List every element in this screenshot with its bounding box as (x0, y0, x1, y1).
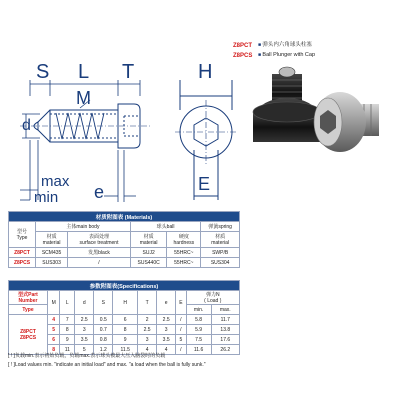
table-cell: / (176, 315, 186, 325)
table-cell: SWP/B (201, 248, 240, 258)
spec-types: Z8PCT Z8PCS (9, 315, 48, 355)
table-cell: 8 (113, 325, 138, 335)
dim-L: L (78, 61, 90, 83)
group-ball: 球头ball (130, 222, 200, 232)
header-T: T (138, 291, 157, 315)
table-cell: 2.5 (75, 315, 94, 325)
table-cell: 4 (48, 315, 60, 325)
table-cell: 11.7 (211, 315, 239, 325)
product-names (258, 40, 315, 60)
table-cell: 2 (138, 315, 157, 325)
table-cell: / (176, 345, 186, 355)
load-header: 弹力N ( Load ) (186, 291, 239, 305)
product-codes (233, 41, 252, 61)
table-cell: SUS304 (201, 258, 240, 268)
table-cell: 1.2 (94, 345, 113, 355)
table-cell: SUS303 (36, 258, 68, 268)
type-label-en: Type (16, 235, 28, 241)
table-cell: SUJ2 (130, 248, 167, 258)
product-name-en: ■ Ball Plunger with Cap (258, 50, 315, 60)
table-row (9, 315, 240, 325)
type-label-cn: 型号 (16, 229, 27, 235)
row-type: Z8PCT (9, 248, 36, 258)
part-number-label: 型式Part Number (9, 291, 48, 305)
dim-min: min (34, 189, 59, 206)
table-cell: SUS440C (130, 258, 167, 268)
notes (8, 352, 206, 370)
load-min-header: min. (186, 305, 211, 315)
table-cell: 11 (60, 345, 75, 355)
table-cell: 3 (75, 325, 94, 335)
table-cell: 5 (75, 345, 94, 355)
col-label-spring-material: 材质 material (201, 232, 240, 248)
table-cell: 3.5 (75, 335, 94, 345)
col-label-ball-material: 材质 material (130, 232, 167, 248)
table-cell: / (176, 325, 186, 335)
header-d: d (75, 291, 94, 315)
table-cell: 6 (48, 335, 60, 345)
table-cell: 9 (113, 335, 138, 345)
header-H: H (113, 291, 138, 315)
dim-e: e (94, 182, 105, 202)
group-main-body: 主体main body (36, 222, 131, 232)
table-cell: 9 (60, 335, 75, 345)
dim-H: H (198, 61, 213, 83)
side-view (20, 104, 150, 148)
table-cell: 0.7 (94, 325, 113, 335)
table-cell: 4 (157, 345, 176, 355)
table-row (9, 258, 240, 268)
table-cell: 3 (157, 325, 176, 335)
table-cell: 11.5 (113, 345, 138, 355)
specs-table (8, 280, 240, 355)
table-cell: / (68, 258, 131, 268)
table-cell: 7.5 (186, 335, 211, 345)
table-cell: 5 (176, 335, 186, 345)
dim-T: T (122, 61, 135, 83)
table-row (9, 248, 240, 258)
row-type: Z8PCS (9, 258, 36, 268)
product-photo (253, 67, 379, 152)
table-cell: 13.8 (211, 325, 239, 335)
note-cn: [ ! ]负载min.表示初始负载，负载max.表示球头被最大压入脑袋时的负载 (8, 353, 166, 359)
e-dimension (104, 150, 136, 202)
dim-E: E (198, 174, 211, 194)
materials-type-label (9, 222, 36, 248)
specs-title: 参数附图表(Specifications) (9, 281, 240, 291)
table-cell: 发黑black (68, 248, 131, 258)
dim-M: M (76, 88, 91, 108)
dim-S: S (36, 61, 50, 83)
table-cell: SCM435 (36, 248, 68, 258)
header-M: M (48, 291, 60, 315)
table-cell: 17.6 (211, 335, 239, 345)
dim-max: max (41, 173, 70, 190)
table-cell: 8 (60, 325, 75, 335)
table-cell: 6 (113, 315, 138, 325)
dim-d: d (22, 117, 31, 134)
table-cell: 55HRC~ (167, 248, 201, 258)
table-cell: 0.8 (94, 335, 113, 345)
table-cell: 5.8 (186, 315, 211, 325)
table-cell: 8 (48, 345, 60, 355)
col-label-main-material: 材质 material (36, 232, 68, 248)
table-cell: 2.5 (157, 315, 176, 325)
col-label-hardness: 硬度 hardness (167, 232, 201, 248)
table-cell: 7 (60, 315, 75, 325)
product-name-cn: ■ 弹头内六角球头柱塞 (258, 40, 315, 50)
spec-type-label: Type (9, 305, 48, 315)
product-code-1: Z8PCT (233, 43, 253, 49)
table-cell: 0.5 (94, 315, 113, 325)
table-cell: 5.9 (186, 325, 211, 335)
table-cell: 5 (48, 325, 60, 335)
col-label-surface: 表面处理 surface treatment (68, 232, 131, 248)
table-cell: 11.6 (186, 345, 211, 355)
product-code-2: Z8PCS (233, 53, 253, 59)
header-S: S (94, 291, 113, 315)
table-cell: 2.5 (138, 325, 157, 335)
header-e: e (157, 291, 176, 315)
table-cell: 26.2 (211, 345, 239, 355)
table-cell: 3 (138, 335, 157, 345)
note-en: [ ! ]Load values min. "indicate an initial load" and max. "a load when the ball is fully sunk." (8, 362, 206, 368)
load-max-header: max. (211, 305, 239, 315)
materials-table (8, 211, 240, 268)
table-cell: 3.5 (157, 335, 176, 345)
header-E: E (176, 291, 186, 315)
materials-title: 材质附图表 (Materials) (9, 212, 240, 222)
table-cell: 4 (138, 345, 157, 355)
table-cell: 55HRC~ (167, 258, 201, 268)
group-spring: 弹簧spring (201, 222, 240, 232)
header-L: L (60, 291, 75, 315)
